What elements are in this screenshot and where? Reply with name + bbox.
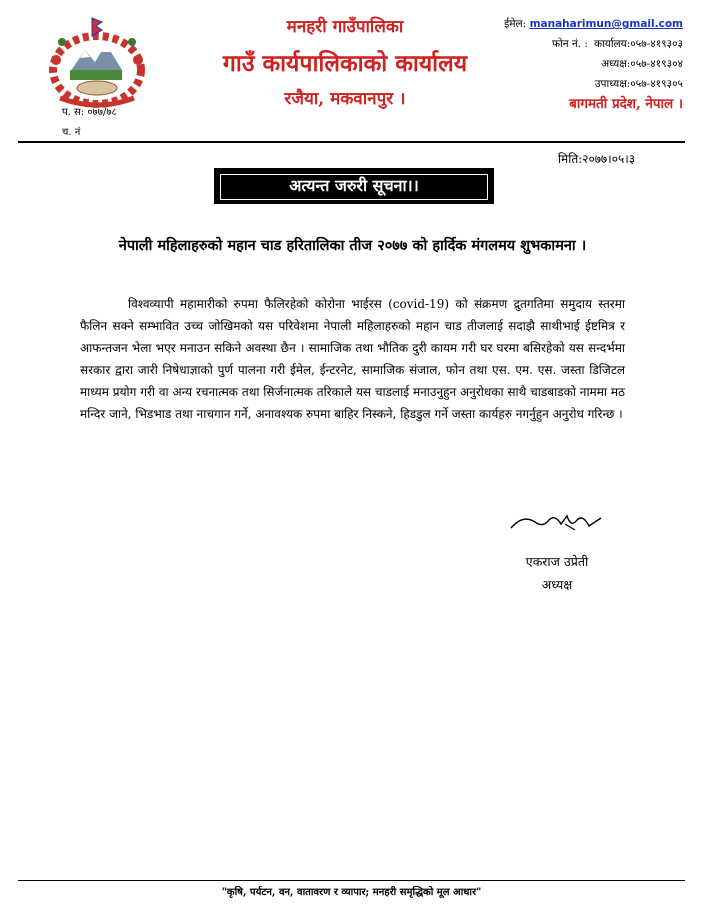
office-phone: कार्यालय:०५७-४१९३०३ — [593, 38, 683, 50]
nepal-emblem-logo — [40, 12, 155, 112]
header-divider — [18, 141, 685, 143]
signatory-name: एकराज उप्रेती — [525, 554, 589, 569]
municipality-name: मनहरी गाउँपालिका — [286, 17, 404, 37]
signatory-title: अध्यक्ष — [541, 577, 573, 592]
letter-subject: नेपाली महिलाहरुको महान चाड हरितालिका तीज २०७७ को हार्दिक मंगलमय शुभकामना । — [118, 237, 587, 254]
email-label: ईमेल: — [504, 18, 527, 30]
footer-divider — [18, 880, 685, 881]
footer-slogan: "कृषि, पर्यटन, वन, वातावरण र व्यापार; मनहरी समृद्धिको मूल आधार" — [221, 887, 482, 898]
letter-date: मिति:२०७७।०५।३ — [557, 152, 635, 166]
phone-label: फोन नं. : — [551, 38, 588, 50]
office-address: रजैया, मकवानपुर । — [284, 89, 406, 109]
office-phone-row — [463, 34, 683, 54]
province-text: बागमती प्रदेश, नेपाल । — [569, 96, 683, 112]
reference-number: प. स: ०७७/७८ — [62, 107, 117, 118]
vice-chair-label: उपाध्यक्ष: — [594, 78, 631, 90]
office-name: गाउँ कार्यपालिकाको कार्यालय — [222, 50, 468, 77]
email-link[interactable]: manaharimun@gmail.com — [529, 18, 683, 30]
email-row — [463, 14, 683, 34]
dispatch-number: च. नं — [62, 127, 81, 138]
handwritten-signature — [505, 506, 605, 540]
chair-label: अध्यक्ष: — [601, 58, 631, 70]
chair-phone: ०५७-४१९३०४ — [630, 58, 683, 70]
vice-phone-row — [463, 74, 683, 94]
chair-phone-row — [463, 54, 683, 74]
contact-block — [463, 14, 683, 94]
vice-chair-phone: ०५७-४१९३०५ — [630, 78, 683, 90]
notice-title: अत्यन्त जरुरी सूचना।। — [220, 174, 488, 200]
letter-body: विश्वव्यापी महामारीको रुपमा फैलिरहेको कोरोना भाईरस (covid-19) को संक्रमण द्रुतगतिमा समुदाय स्तरमा फैलिन सक्ने सम्भावित उच्च जोखिमको यस परिवेशमा नेपाली महिलाहरुको महान चाड तीजलाई सदाझै साथीभाई ईष्टमित्र र आफन्तजन भेला भएर मनाउन सकिने अवस्था छैन । सामाजिक तथा भौतिक दुरी कायम गरी घर घरमा बसिरहेको यस सन्दर्भमा सरकार द्वारा जारी निषेधाज्ञाको पुर्ण पालना गरी ईमेल, ईन्टरनेट, सामाजिक संजाल, फोन तथा एस. एम. एस. जस्ता डिजिटल माध्यम प्रयोग गरी वा अन्य रचनात्मक तथा सिर्जनात्मक तरिकाले यस चाडलाई मनाउनुहुन अनुरोधका साथै चाडबाडको नाममा मठ मन्दिर जाने, भिडभाड तथा नाचगान गर्ने, अनावश्यक रुपमा बाहिर निस्कने, हिडडुल गर्ने जस्ता कार्यहरु नगर्नुहुन अनुरोध गरिन्छ । — [80, 297, 625, 421]
